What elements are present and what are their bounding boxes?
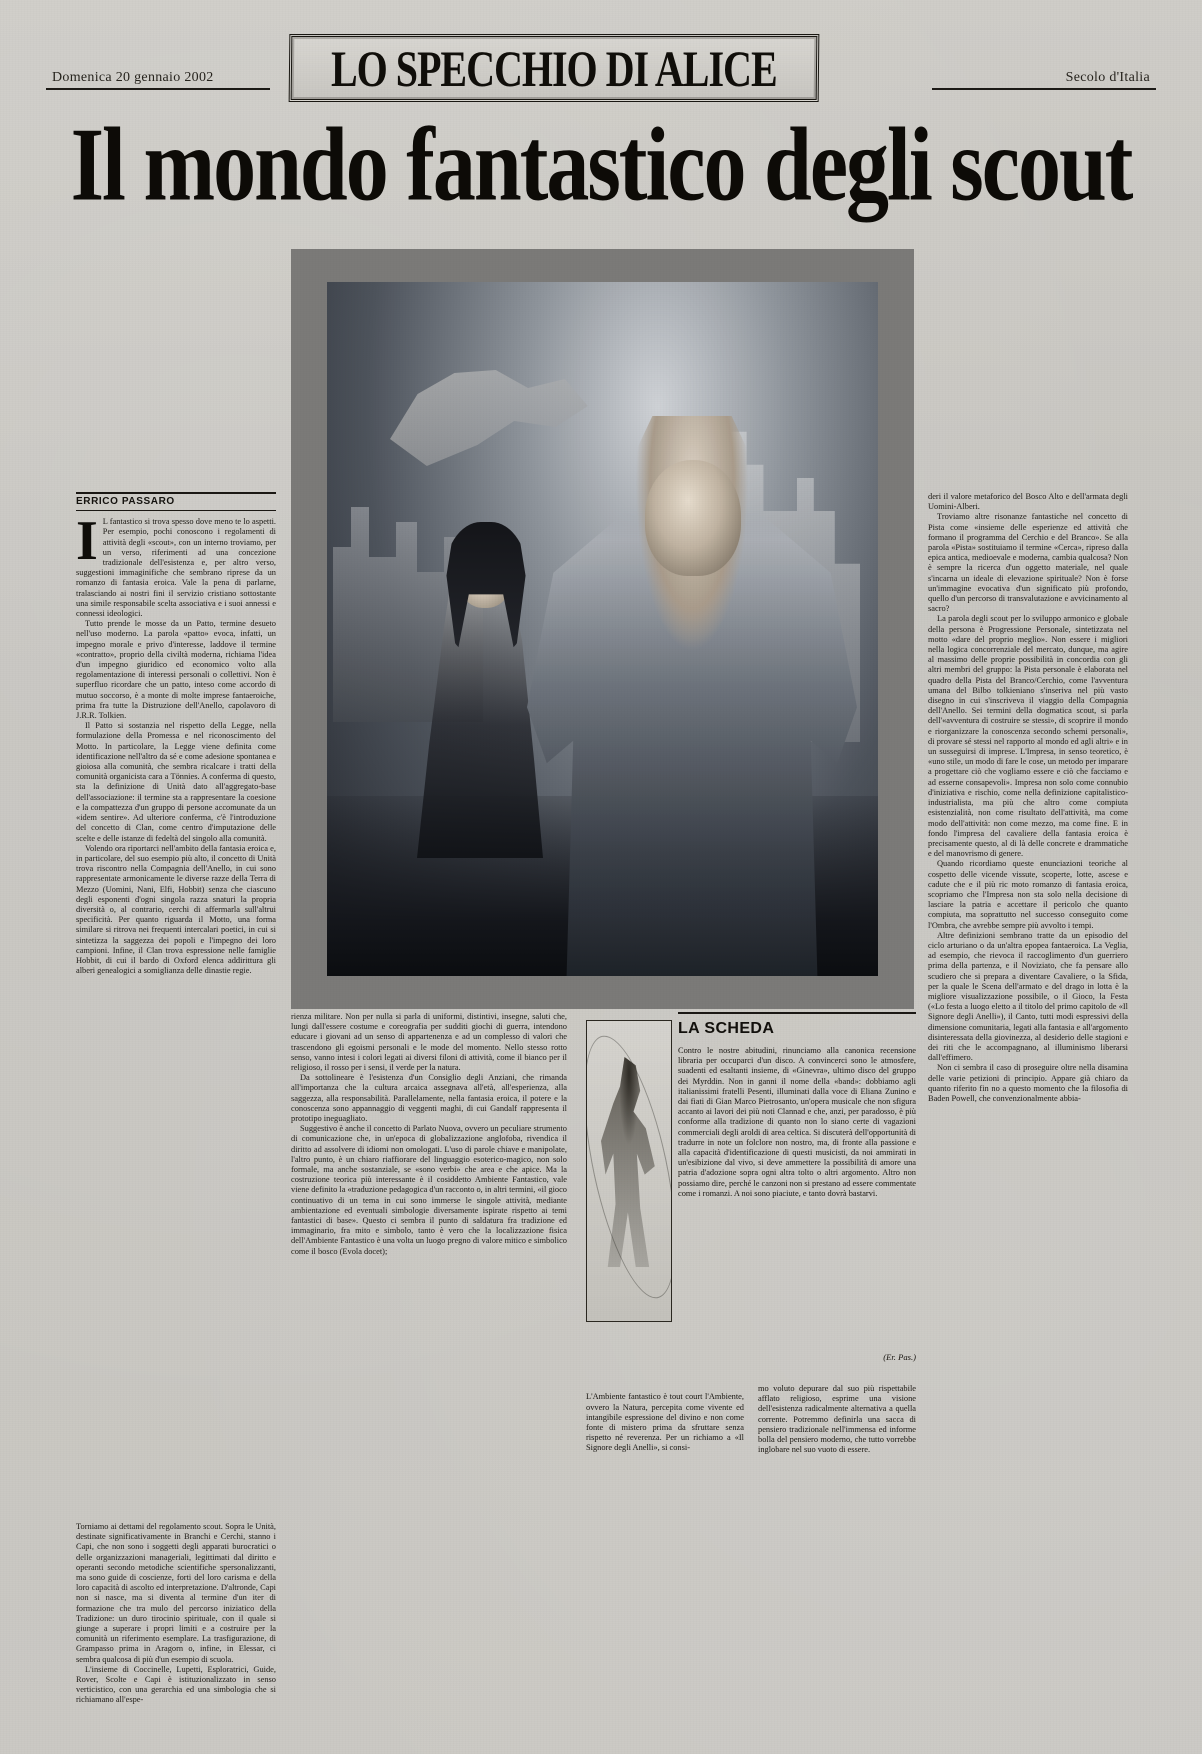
paragraph: Torniamo ai dettami del regolamento scout. Sopra le Unità, destinate significativamente in Branchi e Cerchi, stanno i Capi, che non sono i soggetti degli apparati burocratici o delle organizzazioni manageriali, legittimati dal diritto e operanti secondo metodiche scientifiche spersonalizzanti, ma sono guide di coscienze, forti del loro carisma e della loro capacità di ascolto ed interpretazione. D'altronde, Capi non si nasce, ma si diventa al termine d'un iter di formazione che tra mulo del percorso iniziatico della Tradizione: un duro tirocinio spirituale, con il quale si giunge a superare i propri limiti e a costruire per la comunità un riferimento esemplare. La trasfigurazione, di Grampasso prima in Aragorn o, infine, in Elessar, ci sembra qualcosa di più d'un esempio di scuola. bbox=[76, 1522, 276, 1664]
article-column-3 bbox=[291, 1012, 567, 1702]
article-column-2 bbox=[76, 1522, 276, 1705]
section-logo-text: LO SPECCHIO DI ALICE bbox=[331, 39, 777, 97]
paragraph: Suggestivo è anche il concetto di Parlato Nuova, ovvero un peculiare strumento di comunicazione che, in un'epoca di globalizzazione anglofoba, rivendica il diritto ad assolvere di idiomi non omologati. L'uso di parole chiave e manipolate, l'altro punto, è un chiaro riaffiorare del linguaggio esoterico-magico, non solo formale, ma anche sostanziale, se «sono verbi» che area e che apice. Ma la costruzione teorica più interessante è il cosiddetto Ambiente Fantastico, vale viene definito la «traduzione pedagogica d'un racconto o, in altri termini, «il gioco continuativo di un tema in cui sono immerse le singole attività, mediante ambientazione ed eventuali simbologie diversamente ispirate rispetto ai temi fantastici di base». Questo ci sembra il punto di saldatura fra tradizione ed immaginario, fra mito e simbolo, tanto è vero che la localizzazione fisica dell'Ambiente Fantastico è una volta un luogo pregno di valore mitico e simbolico come il bosco (Evola docet); bbox=[291, 1124, 567, 1256]
publication-date: Domenica 20 gennaio 2002 bbox=[52, 70, 214, 85]
article-photo bbox=[327, 282, 878, 976]
paragraph: Volendo ora riportarci nell'ambito della fantasia eroica e, in particolare, del suo esempio più alto, il concetto di Unità trova riscontro nella Compagnia dell'Anello, in cui sono rappresentate armonicamente le diverse razze della Terra di Mezzo (Uomini, Nani, Elfi, Hobbit) senza che ciascuno degli esponenti d'ogni singola razza snaturi la propria diversità o, al contrario, cerchi di affermarla sull'altrui specificità. Per quanto riguarda il Motto, una forma similare si ritrova nei frequenti intercalari poetici, in cui si sintetizza la saggezza dei popoli e l'impegno dei loro campioni. Infine, il Clan trova espressione nelle famiglie Hobbit, di cui il bardo di Oxford elenca addirittura gli alberi genealogici a somiglianza delle dinastie regie. bbox=[76, 843, 276, 976]
page-title: Il mondo fantastico degli scout bbox=[70, 105, 1132, 223]
masthead bbox=[46, 34, 1156, 96]
paragraph bbox=[76, 510, 276, 619]
scheda-sidebar bbox=[586, 1012, 916, 1702]
paragraph: Il Patto si sostanzia nel rispetto della Legge, nella formulazione della Promessa e nel riconoscimento del Motto. In particolare, la Legge viene definita come identificazione nell'altro da sé e come adesione spontanea e gioiosa alla comunità, che sembra ricalcare i tratti della comunità organicista cara a Tönnies. A conferma di questo, sta la definizione di Unità dato all'aggregato-base dell'associazione: il termine sta a rappresentare la coesione e la compattezza d'un gruppo di persone accomunate da un «idem sentire». Ad ulteriore conferma, c'è l'introduzione del concetto di Clan, come centro d'imputazione delle scelte e delle istanze di fedeltà del singolo alla comunità. bbox=[76, 721, 276, 843]
scheda-signature: (Er. Pas.) bbox=[883, 1352, 916, 1362]
article-column-6 bbox=[928, 492, 1128, 1707]
scheda-continuation bbox=[586, 1384, 916, 1714]
paragraph: Da sottolineare è l'esistenza d'un Consiglio degli Anziani, che rimanda all'importanza che la cultura arcaica assegnava all'età, all'esperienza, alla saggezza, alla responsabilità. Parallelamente, nella fantasia eroica, il potere e la conoscenza sono appannaggio di veggenti maghi, di cui Gandalf rappresenta il prototipo ineguagliato. bbox=[291, 1073, 567, 1124]
paragraph: rienza militare. Non per nulla si parla di uniformi, distintivi, insegne, saluti che, lungi dall'essere costume e coreografia per sudditi giochi di guerra, intendono educare i giovani ad un senso di appartenenza e ad un complesso di valori che trascendono gli egoismi personali e le mode del momento. Nello stesso rotto senso, vanno intesi i colori legati ai diversi filoni di attività, come il bianco per il religioso, il rosso per i sensi, il verde per la natura. bbox=[291, 1012, 567, 1073]
article-photo-frame bbox=[291, 249, 914, 1009]
section-logo-box bbox=[289, 34, 820, 102]
paragraph: L'insieme di Coccinelle, Lupetti, Esploratrici, Guide, Rover, Scolte e Capi è istituzionalizzato in senso verticistico, con una gerarchia ed una simbologia che si richiamano all'espe- bbox=[76, 1664, 276, 1705]
paragraph: Altre definizioni sembrano tratte da un episodio del ciclo arturiano o da un'altra epopea fantaeroica. La Veglia, ad esempio, che rievoca il raccoglimento d'un guerriero prima della partenza, e il Noviziato, che fa pensare allo scudiero che si prepara a diventare Cavaliere, o la Sfida, per la quale le Scena dell'armato e del drago in lotta è la migliore visualizzazione possibile, o il Gioco, la Festa («Lo festa a luogo eletto a il titolo del primo capitolo de «Il Signore degli Anelli»), il Canto, tutti modi espressivi della dimensione comunitaria, legati alla fantasia e all'argomento disinteressata della giovinezza, al desiderio delle stagioni e dei riti che le accompagnano, al illuminismo liberarsi dall'effimero. bbox=[928, 930, 1128, 1063]
paragraph: Non ci sembra il caso di proseguire oltre nella disamina delle varie petizioni di principio. Appare già chiaro da quanto riferito fin no a questo momento che la filosofia di Baden Powell, che convenzionalmente abbia- bbox=[928, 1063, 1128, 1103]
byline: ERRICO PASSARO bbox=[76, 492, 276, 511]
drop-cap: I bbox=[76, 510, 98, 573]
paragraph: deri il valore metaforico del Bosco Alto e dell'armata degli Uomini-Alberi. bbox=[928, 492, 1128, 512]
paragraph-text: L fantastico si trova spesso dove meno te lo aspetti. Per esempio, pochi conoscono i regolamenti di attività degli «scout», con un interno troviamo, per un verso, riferimenti ad una concezione tradizionale dell'esistenza e, per altro verso, suggestioni immaginifiche che sembrano riprese da un romanzo di fantasia eroica. Vale la pena di parlarne, tralasciando ai nostri fini il servizio cristiano sottostante una simile responsabile scelta associativa e i suoi annessi e connessi ideologici. bbox=[76, 517, 276, 619]
masthead-rule-right bbox=[932, 88, 1156, 90]
scheda-title: LA SCHEDA bbox=[678, 1020, 775, 1037]
paragraph: Troviamo altre risonanze fantastiche nel concetto di Pista come «insieme delle esperienze ed attività che formano il programma del Cerchio e del Branco». Se alla parola «Pista» sostituiamo il termine «Cerca», ripreso dalla epica antica, medioevale e moderna, cambia qualcosa? Non è sempre la ricerca d'un oggetto materiale, nel quale s'incarna un ideale di elevazione spirituale? Non è forse un'immagine evocativa d'un significato più profondo, quello d'un percorso di transvalutazione e avvicinamento al sacro? bbox=[928, 512, 1128, 614]
paper-name: Secolo d'Italia bbox=[1065, 70, 1150, 85]
paragraph: Quando ricordiamo queste enunciazioni teoriche al cospetto delle vicende vissute, scoperte, lotte, ascese e cadute che e il più ric moto romanzo di fantasia eroica, scopriamo che l'Impresa non sta solo nella decisione di lasciare la patria e accettare il pericolo che quanto compiuta, ma soprattutto nel successo conseguito come l'Ombra, che avrebbe sempre più avvolto i tempi. bbox=[928, 859, 1128, 930]
masthead-rule-left bbox=[46, 88, 270, 90]
paragraph: mo voluto depurare dal suo più rispettabile afflato religioso, esprime una visione dell'esistenza radicalmente alternativa a quella corrente. Potremmo definirla una sacca di pensiero tradizionale nell'immensa ed informe bolla del pensiero moderno, che tutto vorrebbe inglobare nel suo vuoto di essere. bbox=[758, 1384, 916, 1455]
paragraph: L'Ambiente fantastico è tout court l'Ambiente, ovvero la Natura, percepita come vivente ed intangibile espressione del divino e non come fonte di mistero prima da sfruttare senza rispetto né reverenza. Per un richiamo a «Il Signore degli Anelli», si consi- bbox=[586, 1392, 744, 1453]
scheda-illustration bbox=[586, 1020, 672, 1322]
scheda-body: Contro le nostre abitudini, rinunciamo alla canonica recensione libraria per occuparci d'un disco. A convincerci sono le atmosfere, suadenti ed esaltanti insieme, di «Ginevra», ultimo disco del gruppo dei Myrddin. Non in ganni il nome della «band»: dobbiamo agli italianissimi fratelli Pesenti, illuminati dalla voce di Eliana Zunino e dai fiati di Gian Marco Pietrosanto, un'opera musicale che non sfigura accanto ai lavori dei più noti Clannad e che, anzi, per paradosso, è più conforme alla tradizione di quanto non lo siano certe di vagazioni commerciali degli aroldi di area celtica. Si discuterà dell'opportunità di tradurre in note un folclore non nostro, ma, di fronte alla passione e alla capacità d'identificazione di questi musicisti, da noi ammirati in un'esibizione dal vivo, si deve ammettere la possibilità di amore una patria d'adozione sopra ogni altra tolto o altri argomento. Altro non possiamo dire, perché le canzoni non si prestano ad essere commentate come i romanzi. A noi sono piaciute, e tanto dovrà bastarvi. bbox=[678, 1046, 916, 1198]
paragraph: Tutto prende le mosse da un Patto, termine desueto nell'uso moderno. La parola «patto» evoca, infatti, un impegno morale e privo d'interesse, laddove il termine «contratto», proprio della civiltà moderna, richiama l'idea d'un impegno giuridico ed economico volto alla regolamentazione di interessi personali o collettivi. Non è superfluo ricordare che un patto, inteso come accordo di mutuo soccorso, è a monte di molte imprese fantaeroiche, prima fra tutte la Distruzione dell'Anello, capolavoro di J.R.R. Tolkien. bbox=[76, 619, 276, 721]
article-column-1 bbox=[76, 492, 276, 1512]
scheda-rule bbox=[678, 1012, 916, 1014]
photo-knight-head bbox=[645, 460, 741, 576]
paragraph: La parola degli scout per lo sviluppo armonico e globale della persona è Progressione Personale, sintetizzata nel motto «dare del proprio meglio». Non essere i migliori nella logica concorrenziale del mercato, dunque, ma agire al massimo delle proprie possibilità in concordia con gli altri membri del gruppo: la Pista personale è elaborata nel quadro della Pista del Branco/Cerchio, come l'avventura umana del Bilbo tolkieniano s'inseriva nel più vasto disegno in cui s'inscriveva il viaggio della Compagnia dell'Anello. Sei termini della dogmatica scout, si parla dell'«avventura di costruire se stessi», di scoprire il mondo e riorganizzare la conoscenza secondo schemi personali», di provare sé stessi nel rapporto al mondo ed agli altri» e in un susseguirsi di imprese. L'Impresa, in senso teoretico, è «uno stile, un modo di fare le cose, un metodo per imparare a progettare ciò che vogliamo essere e ciò che facciamo e ad esserne consapevoli». Impresa non solo come connubio d'iniziativa e rischio, come nella definizione capitalistico-industrialista, ma più che altro come compiuta esistenzialità, non come risultato dell'attività, ma come modo dell'attività: non come mezzo, ma come fine. E in fondo l'impresa del cavaliere della fantasia eroica è precisamente questo, al di là delle concrete e drammatiche e del manovrismo di genere. bbox=[928, 614, 1128, 859]
